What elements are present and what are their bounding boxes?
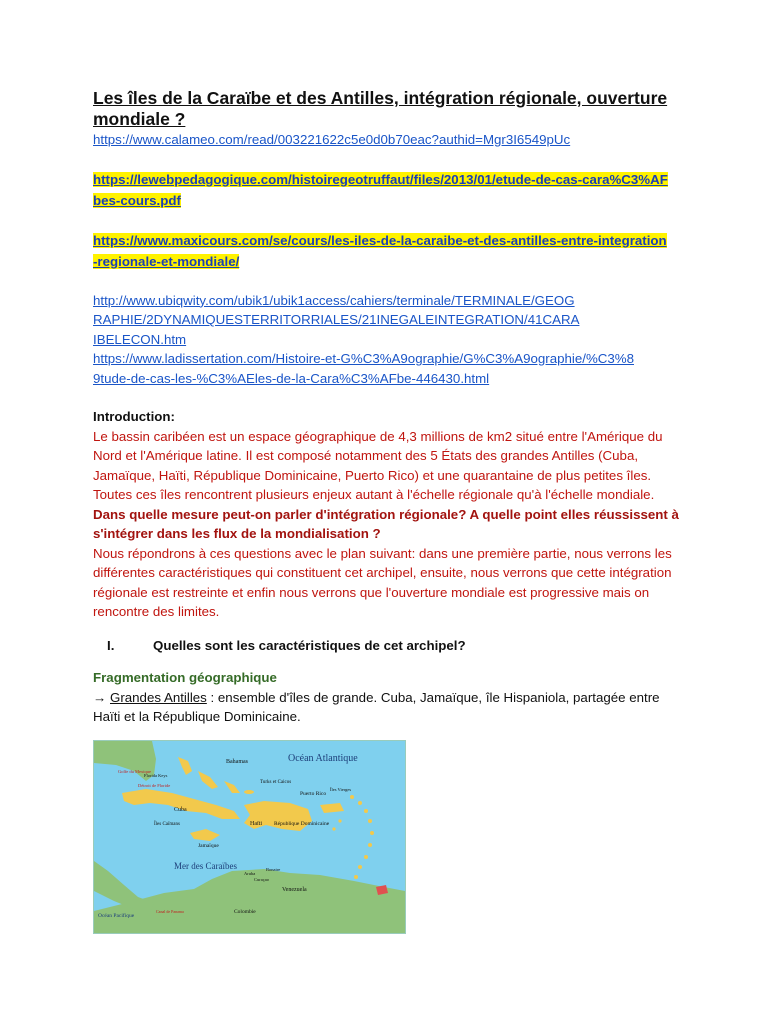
label-venezuela: Venezuela <box>282 887 307 893</box>
subsection-heading: Fragmentation géographique <box>93 670 277 685</box>
label-jamaique: Jamaïque <box>198 843 219 849</box>
intro-heading: Introduction: <box>93 409 175 424</box>
caribbean-map <box>93 740 406 934</box>
label-puerto-rico: Puerto Rico <box>300 791 327 797</box>
problematique: Dans quelle mesure peut-on parler d'intégration régionale? A quelle point elles réussissent à s'intégrer dans les flux de la mondialisation ? <box>93 506 679 541</box>
link-ladissertation[interactable]: https://www.ladissertation.com/Histoire-et-G%C3%A9ographie/G%C3%A9ographie/%C3%89tude-de-cas-les-%C3%AEles-de-la-Cara%C3%AFbe-446430.html <box>93 351 634 386</box>
link-ubiqwity[interactable]: http://www.ubiqwity.com/ubik1/ubik1access/cahiers/terminale/TERMINALE/GEOGRAPHIE/2DYNAMIQUESTERRITORRIALES/21INEGALEINTEGRATION/41CARAIBELECON.htm <box>93 292 580 347</box>
label-mer-caraibes: Mer des Caraïbes <box>174 861 237 871</box>
label-bahamas: Bahamas <box>226 759 248 765</box>
label-caimans: Îles Caïmans <box>154 822 180 827</box>
bullet-paragraph <box>93 688 683 727</box>
bullet-term: Grandes Antilles <box>110 689 207 705</box>
link-lewebpedagogique[interactable]: https://lewebpedagogique.com/histoiregeotruffaut/files/2013/01/etude-de-cas-cara%C3%AFbes-cours.pdf <box>93 171 668 208</box>
section-number: I. <box>107 637 115 653</box>
document-page <box>93 88 683 727</box>
link-calameo[interactable]: https://www.calameo.com/read/003221622c5e0d0b70eac?authid=Mgr3I6549pUc <box>93 132 571 147</box>
label-turks: Turks et Caicos <box>260 780 292 785</box>
label-cuba: Cuba <box>174 807 187 813</box>
label-golfe: Golfe du Mexique <box>118 769 151 774</box>
link-maxicours[interactable]: https://www.maxicours.com/se/cours/les-iles-de-la-caraibe-et-des-antilles-entre-integration-regionale-et-mondiale/ <box>93 232 667 269</box>
label-ocean-pacifique: Océan Pacifique <box>98 913 135 919</box>
label-bonaire: Bonaire <box>266 867 281 872</box>
label-ocean-atlantique: Océan Atlantique <box>288 753 358 764</box>
section-heading <box>93 636 683 656</box>
label-curacao: Curaçao <box>254 877 269 882</box>
section-title: Quelles sont les caractéristiques de cet archipel? <box>153 637 466 653</box>
plan-text: Nous répondrons à ces questions avec le plan suivant: dans une première partie, nous verrons les différentes caractéristiques qui constituent cet archipel, ensuite, nous verrons que cette intégration régionale est restreinte et enfin nous verrons que l'ouverture mondiale est progressive mais on rencontre des limites. <box>93 545 672 619</box>
label-iles-vierges: Îles Vierges <box>330 787 352 792</box>
label-haiti: Haïti <box>250 821 262 827</box>
label-panama: Canal de Panama <box>156 909 184 914</box>
label-colombie: Colombie <box>234 909 256 915</box>
label-florida-keys: Florida Keys <box>144 773 168 778</box>
label-rep-dom: République Dominicaine <box>274 821 330 827</box>
page-title: Les îles de la Caraïbe et des Antilles, intégration régionale, ouverture mondiale ? <box>93 88 668 129</box>
bullet-text: : ensemble d'îles de grande. Cuba, Jamaïque, île Hispaniola, partagée entre Haïti et la République Dominicaine. <box>93 689 660 724</box>
intro-text: Le bassin caribéen est un espace géographique de 4,3 millions de km2 situé entre l'Amérique du Nord et l'Amérique latine. Il est composé notamment des 5 États des grandes Antilles (Cuba, Jamaïque, Haïti, République Dominicaine, Puerto Rico) et une quarantaine de plus petites îles. Toutes ces îles rencontrent plusieurs enjeux autant à l'échelle régionale qu'à l'échelle mondiale. <box>93 428 663 502</box>
label-detroit: Détroit de Floride <box>138 783 171 788</box>
label-aruba: Aruba <box>244 871 256 876</box>
arrow-icon: → <box>93 689 107 705</box>
